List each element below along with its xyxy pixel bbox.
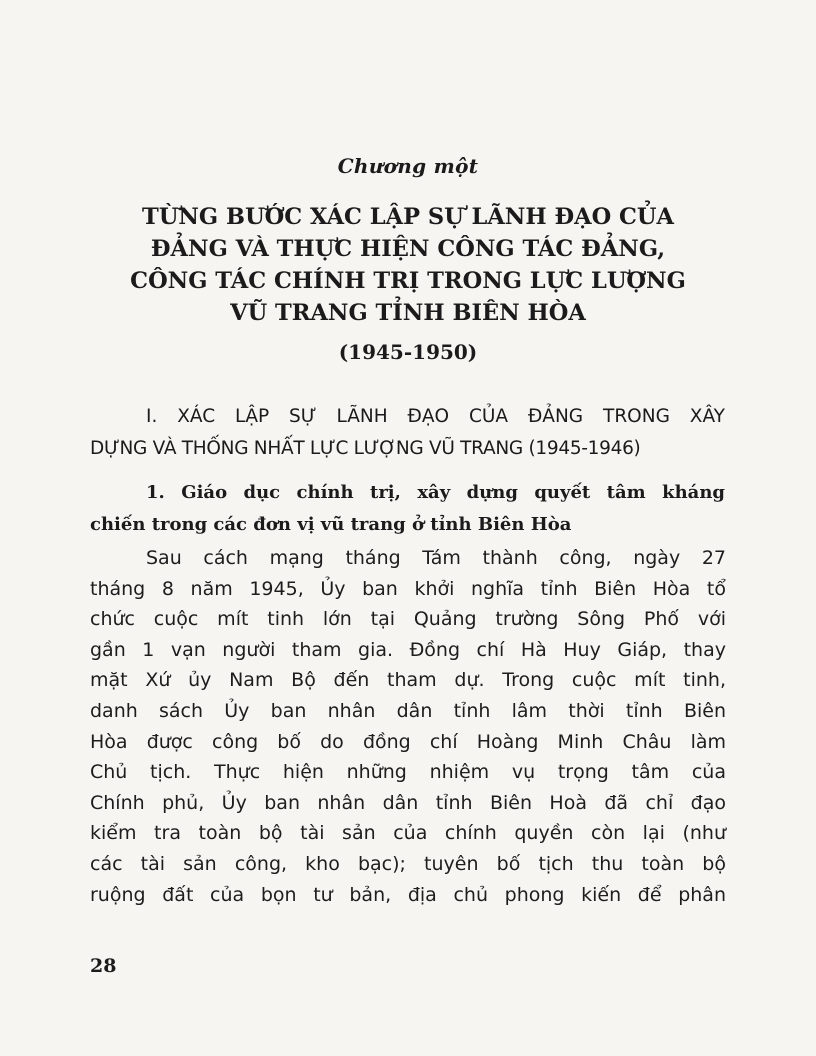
body-line: mặt Xứ ủy Nam Bộ đến tham dự. Trong cuộc mít tinh,: [90, 669, 726, 692]
chapter-title-line: VŨ TRANG TỈNH BIÊN HÒA: [230, 300, 586, 326]
chapter-title-line: ĐẢNG VÀ THỰC HIỆN CÔNG TÁC ĐẢNG,: [150, 236, 666, 262]
body-line: ruộng đất của bọn tư bản, địa chủ phong kiến để phân: [90, 883, 726, 906]
body-paragraph: [90, 543, 726, 910]
body-line: gần 1 vạn người tham gia. Đồng chí Hà Huy Giáp, thay: [90, 638, 726, 661]
body-line: danh sách Ủy ban nhân dân tỉnh lâm thời tỉnh Biên: [90, 699, 726, 722]
body-line: Chủ tịch. Thực hiện những nhiệm vụ trọng tâm của: [90, 761, 726, 784]
body-line: các tài sản công, kho bạc); tuyên bố tịch thu toàn bộ: [90, 852, 726, 875]
chapter-title: [90, 201, 726, 329]
subsection-heading-line: 1. Giáo dục chính trị, xây dựng quyết tâm kháng: [146, 482, 725, 503]
section-heading-line: I. XÁC LẬP SỰ LÃNH ĐẠO CỦA ĐẢNG TRONG XÂY: [146, 406, 725, 427]
chapter-title-line: CÔNG TÁC CHÍNH TRỊ TRONG LỰC LƯỢNG: [130, 268, 686, 294]
chapter-title-line: TỪNG BƯỚC XÁC LẬP SỰ LÃNH ĐẠO CỦA: [141, 204, 675, 230]
body-line: Chính phủ, Ủy ban nhân dân tỉnh Biên Hoà đã chỉ đạo: [90, 791, 726, 814]
section-heading: [90, 401, 725, 465]
body-line: chức cuộc mít tinh lớn tại Quảng trường Sông Phố với: [90, 608, 726, 631]
body-line: Sau cách mạng tháng Tám thành công, ngày 27: [146, 547, 726, 569]
chapter-years: (1945-1950): [338, 340, 478, 364]
body-line: kiểm tra toàn bộ tài sản của chính quyền còn lại (như: [90, 822, 726, 845]
chapter-label: Chương một: [337, 154, 479, 178]
body-line: tháng 8 năm 1945, Ủy ban khởi nghĩa tỉnh Biên Hòa tổ: [90, 577, 726, 600]
body-line: Hòa được công bố do đồng chí Hoàng Minh Châu làm: [90, 730, 726, 753]
page-number: 28: [90, 955, 117, 977]
section-heading-line: DỰNG VÀ THỐNG NHẤT LỰC LƯỢNG VŨ TRANG (1945-1946): [90, 438, 641, 459]
subsection-heading-line: chiến trong các đơn vị vũ trang ở tỉnh Biên Hòa: [90, 514, 572, 535]
subsection-heading: [90, 477, 725, 541]
